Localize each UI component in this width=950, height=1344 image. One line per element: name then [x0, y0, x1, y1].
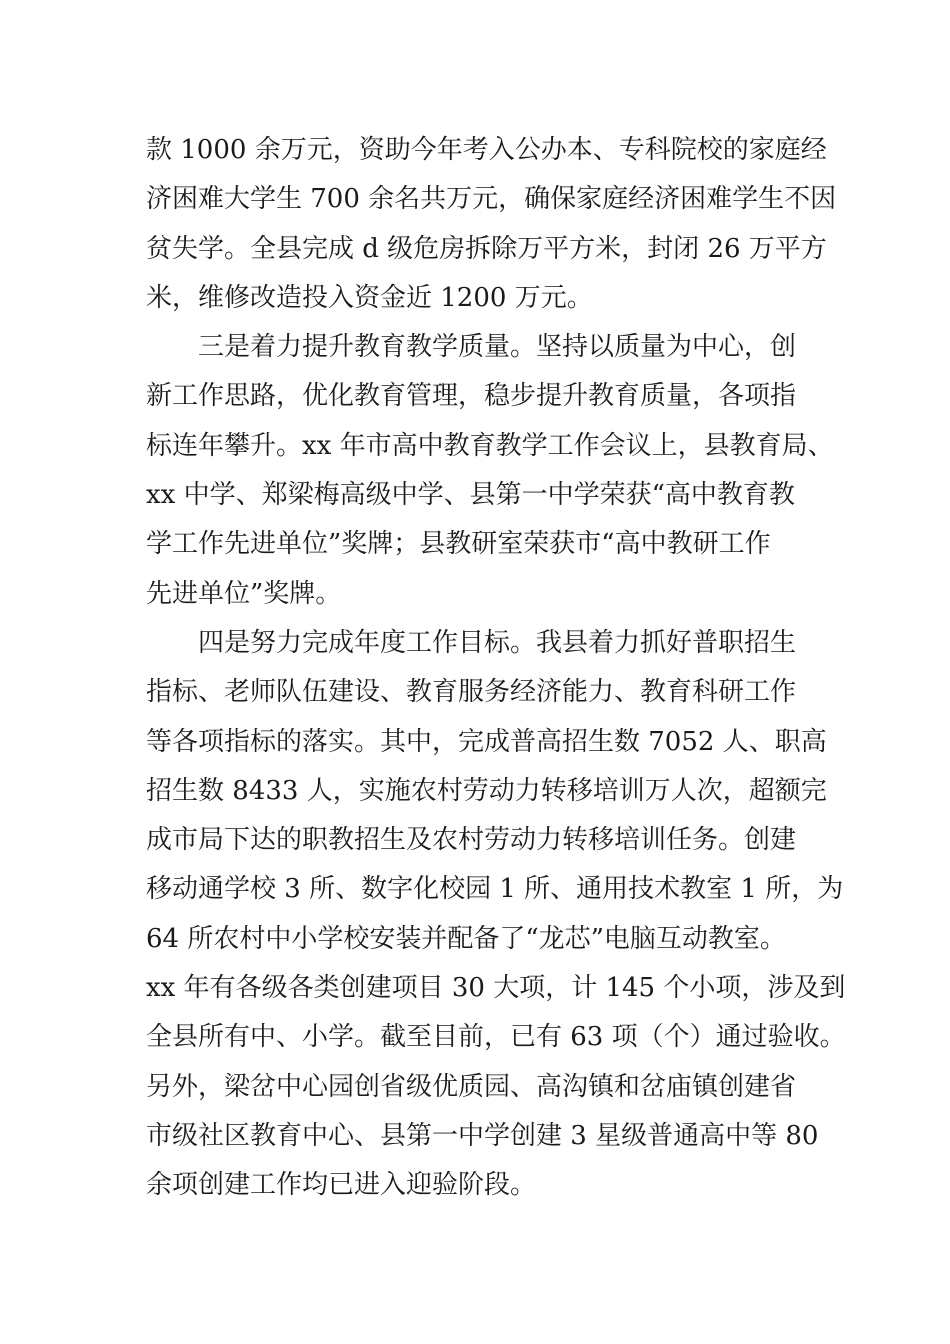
text-line: xx 中学、郑梁梅高级中学、县第一中学荣获“高中教育教	[146, 480, 795, 511]
document-body	[146, 126, 846, 1211]
text-line: 米，维修改造投入资金近 1200 万元。	[146, 282, 593, 313]
text-line: 新工作思路，优化教育管理，稳步提升教育质量，各项指	[146, 381, 797, 412]
paragraph-start-line: 四是努力完成年度工作目标。我县着力抓好普职招生	[146, 627, 797, 658]
text-line: 济困难大学生 700 余名共万元，确保家庭经济困难学生不因	[146, 184, 837, 215]
text-line: 市级社区教育中心、县第一中学创建 3 星级普通高中等 80	[146, 1120, 819, 1151]
text-line: xx 年有各级各类创建项目 30 大项，计 145 个小项，涉及到	[146, 973, 846, 1004]
text-line: 款 1000 余万元，资助今年考入公办本、专科院校的家庭经	[146, 135, 827, 165]
text-line: 余项创建工作均已进入迎验阶段。	[146, 1170, 537, 1201]
text-line: 移动通学校 3 所、数字化校园 1 所、通用技术教室 1 所，为	[146, 874, 844, 905]
text-line: 标连年攀升。xx 年市高中教育教学工作会议上，县教育局、	[146, 430, 834, 461]
text-line: 成市局下达的职教招生及农村劳动力转移培训任务。创建	[146, 825, 797, 856]
text-line: 另外，梁岔中心园创省级优质园、高沟镇和岔庙镇创建省	[146, 1071, 797, 1102]
text-line: 学工作先进单位”奖牌；县教研室荣获市“高中教研工作	[146, 529, 771, 560]
text-line: 先进单位”奖牌。	[146, 578, 342, 609]
paragraph-start-line: 三是着力提升教育教学质量。坚持以质量为中心，创	[146, 332, 797, 363]
text-line: 64 所农村中小学校安装并配备了“龙芯”电脑互动教室。	[146, 923, 786, 954]
text-line: 招生数 8433 人，实施农村劳动力转移培训万人次，超额完	[146, 775, 827, 806]
text-line: 贫失学。全县完成 d 级危房拆除万平方米，封闭 26 万平方	[146, 233, 827, 264]
text-line: 全县所有中、小学。截至目前，已有 63 项（个）通过验收。	[146, 1022, 846, 1053]
text-line: 指标、老师队伍建设、教育服务经济能力、教育科研工作	[146, 677, 797, 708]
text-line: 等各项指标的落实。其中，完成普高招生数 7052 人、职高	[146, 726, 827, 757]
